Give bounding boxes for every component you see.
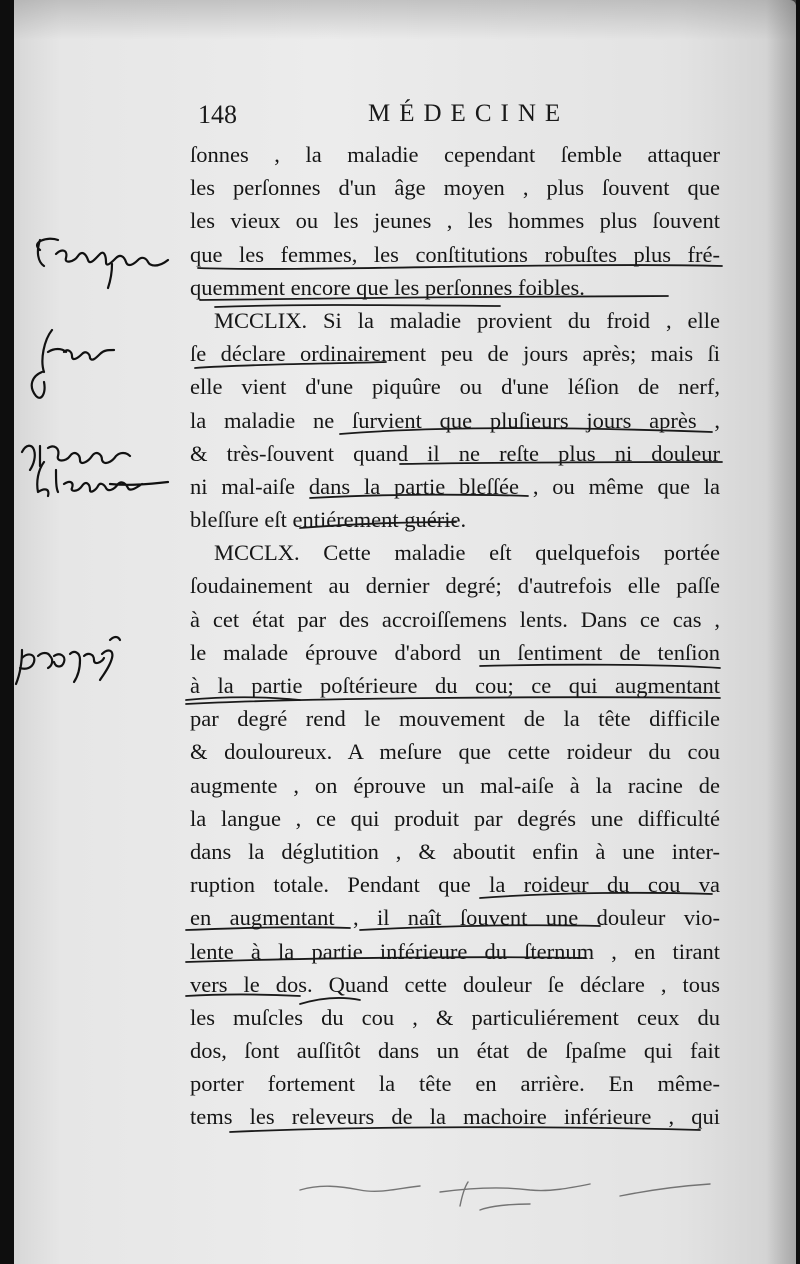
- text-line: MCCLX. Cette maladie eſt quelquefois portée: [214, 540, 720, 566]
- text-line: dans la déglutition , & aboutit enfin à une inter-: [190, 838, 720, 864]
- text-line: ruption totale. Pendant que la roideur du cou va: [190, 872, 720, 898]
- text-line: la langue , ce qui produit par degrés une difficulté: [190, 805, 720, 831]
- page-shadow-right: [766, 0, 796, 1264]
- text-line: ſoudainement au dernier degré; d'autrefois elle paſſe: [190, 573, 720, 599]
- text-line: les vieux ou les jeunes , les hommes plus ſouvent: [190, 208, 720, 234]
- page-shadow-top: [14, 0, 796, 40]
- text-line: bleſſure eſt entiérement guérie.: [190, 507, 467, 533]
- text-line: par degré rend le mouvement de la tête difficile: [190, 706, 720, 732]
- text-line: à cet état par des accroiſſemens lents. Dans ce cas ,: [190, 606, 720, 632]
- text-line: la maladie ne ſurvient que pluſieurs jours après ,: [190, 407, 720, 433]
- text-line: MCCLIX. Si la maladie provient du froid , elle: [214, 307, 720, 333]
- page-number: 148: [198, 100, 237, 129]
- text-line: en augmentant , il naît ſouvent une douleur vio-: [190, 905, 720, 931]
- text-line: augmente , on éprouve un mal-aiſe à la racine de: [190, 772, 720, 798]
- text-line: dos, ſont auſſitôt dans un état de ſpaſme qui fait: [190, 1038, 720, 1064]
- text-line: tems les releveurs de la machoire inférieure , qui: [190, 1104, 720, 1130]
- running-head: MÉDECINE: [368, 100, 570, 127]
- body-text: [190, 138, 720, 1134]
- text-line: ſe déclare ordinairement peu de jours après; mais ſi: [190, 341, 720, 367]
- text-line: quemment encore que les perſonnes foibles.: [190, 274, 585, 300]
- text-line: ni mal-aiſe dans la partie bleſſée , ou même que la: [190, 473, 720, 499]
- text-line: les perſonnes d'un âge moyen , plus ſouvent que: [190, 175, 720, 201]
- page-header: [178, 100, 738, 134]
- text-line: vers le dos. Quand cette douleur ſe déclare , tous: [190, 971, 720, 997]
- text-line: les muſcles du cou , & particuliérement ceux du: [190, 1004, 720, 1030]
- text-line: & douloureux. A meſure que cette roideur du cou: [190, 739, 720, 765]
- text-line: ſonnes , la maladie cependant ſemble attaquer: [190, 142, 720, 167]
- text-line: porter fortement la tête en arrière. En même-: [190, 1071, 720, 1097]
- text-line: elle vient d'une piquûre ou d'une léſion de nerf,: [190, 374, 720, 400]
- text-line: & très-ſouvent quand il ne reſte plus ni douleur: [190, 440, 720, 466]
- text-line: le malade éprouve d'abord un ſentiment de tenſion: [190, 639, 720, 665]
- text-line: à la partie poſtérieure du cou; ce qui augmentant: [190, 673, 720, 698]
- text-line: que les femmes, les conſtitutions robuſtes plus fré-: [190, 241, 720, 267]
- text-line: lente à la partie inférieure du ſternum , en tirant: [190, 938, 720, 964]
